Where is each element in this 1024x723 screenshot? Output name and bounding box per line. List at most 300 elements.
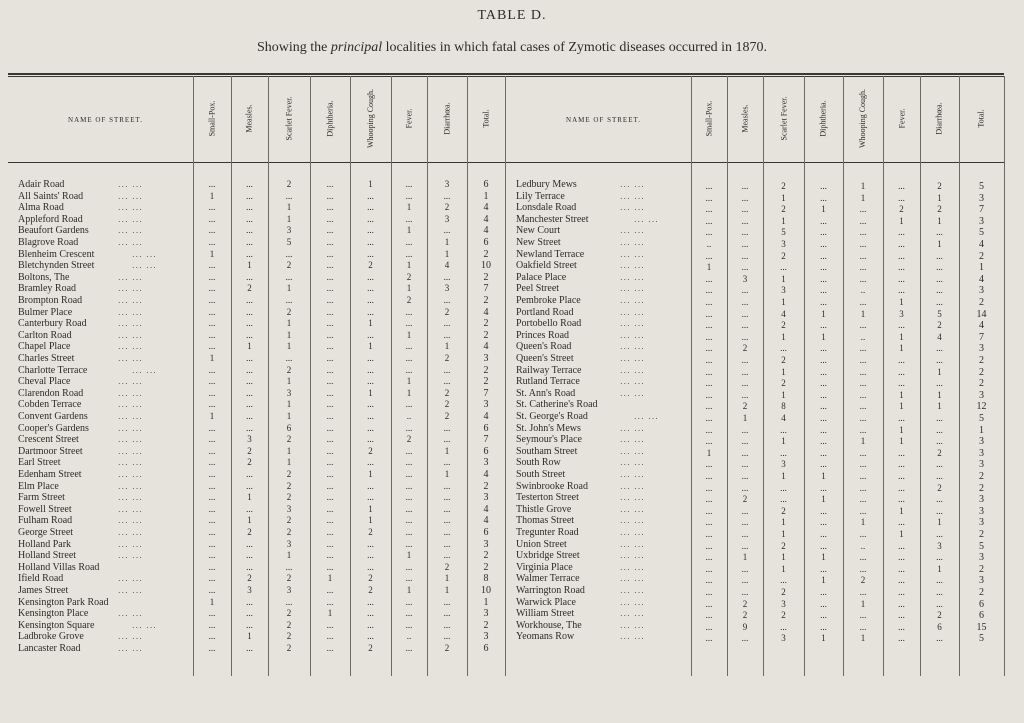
left-leader-dots: ... ...	[118, 342, 143, 352]
right-cell: 5	[979, 633, 984, 645]
right-street-name: Ledbury Mews	[516, 179, 577, 190]
right-cell: 5	[979, 540, 984, 552]
right-cell: 5	[937, 308, 942, 319]
right-cell: ...	[898, 563, 905, 574]
right-cell: ...	[898, 447, 905, 458]
left-leader-dots: ... ...	[118, 470, 143, 479]
right-cell: ...	[705, 413, 713, 423]
right-cell: ...	[705, 297, 713, 307]
right-cell: 1	[860, 436, 866, 447]
left-street-name: Kensington Square	[18, 619, 95, 631]
right-cell: ...	[705, 215, 713, 226]
right-cell: 1	[742, 552, 748, 563]
left-cell: ...	[443, 631, 451, 642]
left-cell: 1	[444, 469, 450, 479]
right-cell: 2	[742, 401, 748, 412]
left-header-label: Total.	[481, 108, 491, 128]
right-cell: ...	[741, 285, 749, 296]
right-cell: ...	[705, 192, 713, 203]
left-cell: 4	[483, 202, 489, 214]
right-cell: ...	[780, 262, 787, 273]
right-cell: 1	[781, 192, 786, 203]
left-cell: ...	[208, 434, 216, 445]
left-header-col	[231, 82, 268, 154]
right-cell: 3	[979, 459, 984, 471]
right-cell: ...	[705, 494, 713, 505]
right-cell: ...	[859, 621, 867, 632]
left-cell: 4	[483, 469, 489, 480]
left-cell: 1	[368, 387, 373, 398]
right-cell: ...	[741, 447, 749, 458]
right-street-name: Lily Terrace	[516, 190, 565, 202]
right-header-col	[843, 82, 883, 154]
right-cell: ...	[705, 331, 713, 342]
table-title: TABLE D.	[477, 8, 547, 23]
right-leader-dots: ... ...	[620, 284, 645, 294]
right-leader-dots: ... ...	[620, 481, 645, 491]
left-cell: ...	[405, 364, 413, 375]
left-cell: ...	[246, 480, 253, 491]
left-street-name: Convent Gardens	[18, 411, 88, 422]
right-cell: ...	[936, 505, 943, 516]
left-cell: ...	[443, 608, 451, 619]
left-header-label: Diphtheria.	[325, 99, 335, 137]
right-cell: ...	[820, 517, 827, 528]
right-cell: 14	[976, 308, 987, 320]
left-cell: ...	[208, 179, 216, 189]
left-leader-dots: ... ...	[118, 238, 143, 247]
right-cell: ...	[898, 262, 905, 273]
left-cell: ...	[208, 538, 216, 549]
left-cell: 1	[368, 318, 373, 329]
left-cell: ...	[208, 422, 216, 433]
right-cell: ...	[741, 262, 749, 273]
left-leader-dots: ... ...	[118, 423, 143, 433]
left-cell: ...	[208, 550, 216, 561]
left-header-label: Measles.	[245, 103, 254, 133]
left-cell: ...	[208, 561, 216, 572]
left-cell: ...	[208, 283, 216, 294]
right-cell: 3	[979, 494, 984, 506]
left-cell: 10	[481, 260, 491, 272]
right-leader-dots: ... ...	[620, 632, 645, 642]
left-street-name: Kensington Park Road	[18, 596, 109, 608]
left-cell: 2	[406, 271, 412, 282]
left-cell: 2	[286, 480, 292, 491]
right-cell: ...	[705, 355, 713, 365]
left-cell: ...	[208, 457, 216, 468]
right-cell: ...	[859, 459, 867, 470]
left-cell: ...	[246, 190, 253, 201]
left-leader-dots: ... ...	[118, 203, 143, 213]
right-cell: ...	[859, 250, 867, 261]
left-cell: 7	[483, 387, 489, 399]
right-header-label: Measles.	[740, 103, 750, 133]
right-cell: 3	[979, 343, 984, 355]
left-street-name: Chapel Place	[18, 341, 71, 353]
left-street-name: Bletchynden Street	[18, 260, 95, 272]
left-cell: 2	[483, 295, 489, 306]
right-leader-dots: ... ...	[620, 226, 645, 236]
right-cell: ...	[820, 459, 827, 470]
right-cell: ...	[705, 343, 713, 354]
right-street-name: Virginia Place	[516, 561, 573, 573]
right-cell: ...	[898, 366, 905, 377]
left-cell: ...	[405, 399, 413, 410]
right-header-col	[883, 82, 920, 154]
header-bottom-rule	[8, 162, 1004, 163]
right-cell: ...	[820, 598, 827, 609]
right-cell: 3	[781, 598, 786, 609]
left-cell: ...	[405, 248, 413, 259]
left-cell: ...	[326, 329, 334, 340]
right-cell: ...	[859, 378, 867, 389]
right-cell: ...	[741, 517, 749, 528]
left-cell: ...	[367, 295, 374, 305]
left-street-name: Ifield Road	[18, 573, 64, 585]
right-cell: 3	[781, 633, 786, 644]
left-cell: ...	[326, 260, 334, 271]
left-leader-dots: ... ...	[118, 446, 143, 456]
right-cell: ...	[820, 297, 827, 307]
left-cell: 2	[483, 271, 489, 283]
right-cell: 2	[781, 181, 786, 191]
right-cell: ...	[898, 552, 905, 563]
right-cell: ...	[820, 192, 827, 203]
right-street-name: St. George's Road	[516, 411, 588, 422]
left-cell: 6	[483, 445, 489, 457]
left-header-label: Diarrhœa.	[442, 101, 452, 135]
left-cell: 3	[286, 503, 292, 514]
left-cell: ...	[367, 434, 374, 445]
left-cell: ...	[443, 457, 451, 468]
right-cell: 1	[937, 239, 942, 249]
left-leader-dots: ... ...	[118, 284, 143, 294]
right-leader-dots: ... ...	[620, 342, 645, 352]
right-cell: 1	[821, 633, 826, 644]
right-cell: ...	[859, 413, 867, 423]
left-cell: ...	[326, 179, 334, 189]
right-cell: ...	[741, 529, 749, 539]
left-cell: ...	[246, 364, 253, 375]
left-cell: 2	[286, 608, 292, 619]
left-cell: ...	[208, 573, 216, 584]
right-cell: 1	[706, 447, 712, 458]
right-cell: ...	[705, 181, 713, 191]
right-cell: ...	[859, 482, 867, 493]
right-cell: ...	[820, 378, 827, 389]
right-street-name: Newland Terrace	[516, 248, 585, 260]
right-cell: 1	[781, 563, 786, 574]
left-street-name: Bulmer Place	[18, 306, 73, 318]
right-cell: ...	[705, 320, 713, 331]
left-cell: ...	[443, 422, 451, 433]
right-street-name: South Row	[516, 457, 561, 469]
left-cell: ..	[406, 411, 412, 421]
right-cell: ...	[741, 297, 749, 307]
right-cell: 1	[899, 401, 904, 412]
right-header-label: Scarlet Fever.	[779, 96, 789, 140]
left-cell: ...	[405, 573, 413, 584]
left-cell: ...	[285, 248, 293, 259]
right-cell: ...	[859, 424, 867, 435]
right-cell: 3	[781, 459, 786, 470]
left-cell: ...	[367, 480, 374, 491]
right-cell: ...	[898, 239, 905, 249]
right-cell: 1	[899, 436, 904, 447]
right-cell: 6	[979, 610, 984, 622]
right-cell: ...	[741, 181, 749, 191]
left-leader-dots: ... ...	[118, 388, 143, 398]
right-cell: 2	[937, 610, 942, 621]
left-cell: ...	[208, 585, 216, 595]
left-cell: ...	[285, 561, 293, 572]
left-cell: 1	[368, 469, 373, 479]
left-cell: ...	[405, 341, 413, 352]
left-cell: ...	[208, 608, 216, 619]
right-cell: 1	[706, 262, 712, 273]
right-cell: ..	[860, 285, 866, 296]
left-leader-dots: ... ...	[118, 539, 143, 549]
right-cell: 3	[781, 239, 786, 249]
right-cell: ...	[820, 215, 827, 226]
right-cell: ...	[741, 459, 749, 470]
right-cell: 2	[742, 598, 748, 609]
left-cell: ...	[246, 619, 253, 630]
right-cell: 1	[979, 262, 984, 274]
left-cell: ...	[367, 364, 374, 375]
right-cell: ...	[741, 540, 749, 551]
left-cell: ...	[208, 341, 216, 352]
left-cell: ...	[326, 295, 334, 305]
right-header-label: Diarrhœa.	[935, 101, 944, 135]
right-cell: ...	[705, 308, 713, 319]
left-cell: 2	[368, 573, 373, 584]
right-leader-dots: ... ...	[620, 539, 645, 549]
left-header-col	[193, 82, 231, 154]
left-leader-dots: ... ...	[132, 261, 157, 271]
right-cell: ...	[820, 401, 827, 412]
right-cell: ...	[936, 262, 943, 273]
left-cell: ...	[405, 469, 413, 479]
left-leader-dots: ... ...	[118, 180, 143, 189]
left-cell: 4	[483, 213, 489, 225]
left-cell: ...	[285, 190, 293, 201]
left-cell: 3	[483, 353, 489, 364]
right-cell: ...	[898, 482, 905, 493]
right-street-name: Union Street	[516, 538, 567, 550]
right-cell: 1	[781, 366, 786, 377]
right-cell: ...	[705, 482, 713, 493]
right-cell: ..	[860, 540, 866, 551]
left-leader-dots: ... ...	[132, 249, 157, 259]
right-cell: 4	[937, 331, 942, 342]
right-cell: ...	[741, 563, 749, 574]
right-cell: ...	[898, 494, 905, 505]
left-cell: ...	[246, 503, 253, 514]
right-header-label: Small-Pox.	[704, 100, 714, 136]
left-cell: 2	[483, 550, 489, 562]
right-cell: 5	[979, 227, 984, 239]
left-header-col	[427, 82, 467, 154]
right-cell: ...	[859, 262, 867, 273]
right-cell: 1	[821, 331, 826, 342]
left-cell: ...	[326, 387, 334, 398]
left-header-col	[310, 82, 350, 154]
right-cell: 1	[860, 308, 866, 319]
right-cell: ...	[936, 250, 943, 261]
left-cell: 1	[368, 179, 373, 189]
left-street-name: Charlotte Terrace	[18, 364, 88, 376]
right-cell: ...	[898, 192, 905, 203]
left-leader-dots: ... ...	[118, 574, 143, 584]
right-cell: ...	[820, 436, 827, 447]
left-leader-dots: ... ...	[118, 504, 143, 514]
right-cell: 3	[979, 447, 984, 459]
right-leader-dots: ... ...	[620, 377, 645, 387]
left-street-name: Beaufort Gardens	[18, 225, 89, 237]
right-street-name: St. Ann's Road	[516, 387, 576, 399]
left-cell: ...	[367, 492, 374, 503]
left-cell: ...	[367, 631, 374, 642]
left-cell: 1	[406, 329, 412, 340]
right-cell: 4	[781, 308, 786, 319]
left-cell: 2	[368, 445, 373, 456]
left-cell: 1	[247, 260, 252, 271]
right-cell: 1	[899, 505, 904, 516]
right-street-name: Manchester Street	[516, 213, 589, 225]
left-leader-dots: ... ...	[118, 214, 143, 224]
left-cell: 3	[483, 608, 489, 620]
right-cell: ...	[820, 389, 827, 400]
left-cell: ...	[367, 619, 374, 630]
left-cell: ...	[367, 422, 374, 433]
right-leader-dots: ... ...	[620, 249, 645, 259]
left-cell: ...	[367, 550, 374, 561]
right-cell: ...	[936, 633, 943, 644]
left-cell: 3	[444, 179, 450, 189]
left-cell: ...	[443, 364, 451, 375]
left-cell: 1	[286, 376, 292, 387]
left-cell: ...	[208, 619, 216, 630]
left-cell: 2	[368, 643, 373, 653]
right-cell: ...	[898, 413, 905, 423]
right-cell: ...	[936, 285, 943, 296]
left-cell: 2	[406, 434, 412, 445]
left-cell: 1	[406, 550, 412, 561]
right-street-name: New Street	[516, 237, 561, 248]
right-cell: 1	[937, 517, 942, 528]
right-cell: ...	[936, 494, 943, 505]
left-cell: 2	[286, 515, 292, 526]
left-cell: 2	[247, 527, 252, 537]
right-cell: ...	[820, 250, 827, 261]
left-cell: ...	[367, 608, 374, 619]
right-leader-dots: ... ...	[620, 307, 645, 317]
right-cell: ...	[859, 610, 867, 621]
right-leader-dots: ... ...	[620, 365, 645, 375]
left-street-name: Cooper's Gardens	[18, 422, 89, 434]
right-cell: ...	[820, 227, 827, 238]
left-cell: 2	[483, 318, 489, 330]
right-cell: ...	[859, 401, 867, 412]
right-street-name: Queen's Road	[516, 341, 572, 353]
right-street-name: Portland Road	[516, 306, 574, 318]
left-cell: ...	[246, 399, 253, 410]
right-cell: 2	[979, 471, 984, 482]
right-cell: ...	[780, 621, 787, 632]
right-cell: ...	[820, 366, 827, 377]
right-cell: ...	[741, 424, 749, 435]
left-header-label: Small-Pox.	[207, 100, 217, 136]
right-cell: ...	[898, 587, 905, 597]
left-cell: 1	[444, 237, 450, 247]
right-cell: 1	[860, 517, 866, 528]
right-cell: ...	[705, 436, 713, 447]
right-cell: 9	[742, 621, 748, 632]
right-cell: 2	[979, 563, 984, 575]
right-cell: 5	[979, 413, 984, 424]
left-cell: ...	[326, 643, 334, 653]
left-cell: 1	[368, 515, 373, 526]
left-cell: 1	[327, 608, 333, 619]
left-cell: 4	[483, 411, 489, 422]
right-cell: 1	[781, 297, 786, 307]
left-cell: ...	[246, 271, 253, 282]
left-cell: 2	[247, 445, 252, 456]
right-cell: 2	[899, 204, 904, 215]
right-cell: ...	[741, 192, 749, 203]
left-cell: 3	[286, 538, 292, 549]
right-street-name: St. Catherine's Road	[516, 399, 598, 411]
right-cell: 3	[979, 215, 984, 227]
left-cell: ...	[246, 202, 253, 213]
left-cell: ...	[326, 364, 334, 375]
right-street-name: Thistle Grove	[516, 503, 572, 515]
right-cell: ...	[820, 540, 827, 551]
left-cell: 6	[483, 237, 489, 248]
right-cell: ...	[705, 250, 713, 261]
right-cell: ...	[741, 436, 749, 447]
right-street-name: Tregunter Road	[516, 527, 579, 538]
left-cell: ...	[367, 202, 374, 213]
left-cell: ...	[405, 457, 413, 468]
left-cell: 8	[483, 573, 489, 585]
left-cell: ...	[405, 608, 413, 619]
left-cell: 3	[247, 585, 252, 595]
left-cell: ...	[208, 271, 216, 282]
right-header-name: NAME OF STREET.	[566, 116, 641, 124]
left-cell: ...	[405, 619, 413, 630]
left-header-col	[467, 82, 505, 154]
right-leader-dots: ... ...	[620, 435, 645, 445]
left-cell: 4	[483, 306, 489, 318]
left-cell: 2	[286, 527, 292, 537]
left-cell: ...	[208, 445, 216, 456]
right-cell: 3	[979, 552, 984, 564]
right-cell: 1	[821, 575, 826, 586]
right-cell: ...	[741, 355, 749, 365]
left-street-name: Holland Park	[18, 538, 72, 550]
right-cell: ...	[741, 227, 749, 238]
right-cell: ...	[741, 239, 749, 249]
right-cell: ...	[780, 447, 787, 458]
left-cell: 1	[209, 353, 215, 363]
left-leader-dots: ... ...	[118, 296, 143, 305]
right-cell: 2	[937, 204, 942, 215]
right-cell: ...	[820, 424, 827, 435]
left-cell: ...	[326, 585, 334, 595]
